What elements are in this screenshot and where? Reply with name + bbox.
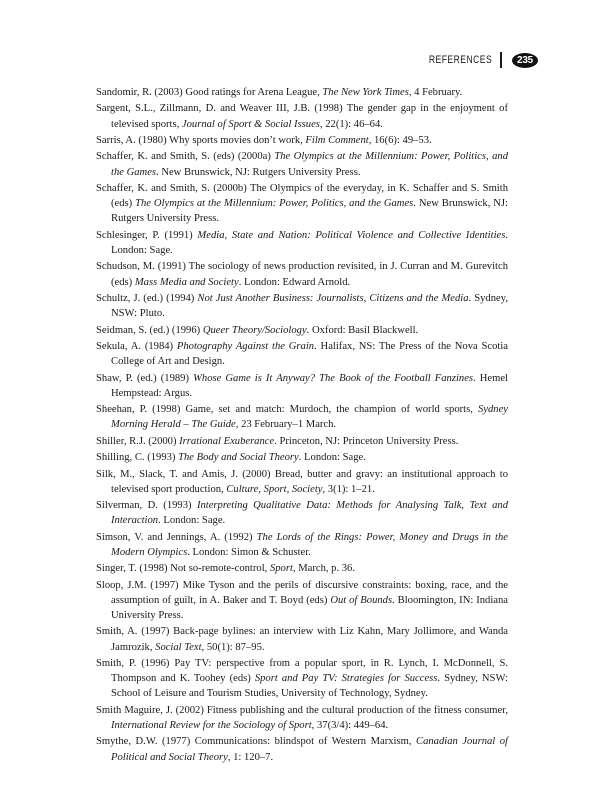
reference-entry [96,624,508,654]
reference-text: Schudson, M. (1991) The sociology of news production revisited, in J. Curran and M. Gurevitch (eds) [96,261,508,288]
section-title: REFERENCES [428,54,492,66]
reference-source: , 3(1): 1–21. [322,483,375,495]
reference-source: . Sydney, NSW: School of Leisure and Tourism Studies, University of Technology, Sydney. [111,673,508,700]
reference-entry [96,228,508,258]
reference-entry [96,561,508,576]
reference-title: The New York Times [322,87,409,98]
reference-title: Photography Against the Grain [176,340,315,352]
reference-entry [96,450,508,465]
page-number-badge: 235 [512,53,538,68]
reference-text: Sloop, J.M. (1997) Mike Tyson and the perils of discursive constraints: boxing, race, and the assumption of guilt, in A. Baker and T. Boyd (eds) [96,579,508,606]
reference-entry [96,530,508,560]
reference-list [96,85,508,766]
reference-title: Media, State and Nation: Political Violence and Collective Identities [197,229,506,241]
reference-text: Schultz, J. (ed.) (1994) [96,292,198,304]
reference-source: , 22(1): 46–64. [319,118,383,130]
reference-text: Shilling, C. (1993) [96,452,179,464]
reference-entry [96,149,508,179]
reference-title: Whose Game is It Anyway? The Book of the Football Fanzines [193,372,474,384]
reference-title: Social Text [155,641,202,653]
reference-title: Mass Media and Society [134,276,239,288]
reference-title: The Body and Social Theory [178,452,299,464]
reference-entry [96,259,508,289]
reference-text: Shaw, P. (ed.) (1989) [96,372,194,384]
reference-entry [96,498,508,528]
reference-source: . New Brunswick, NJ: Rutgers University Press. [111,198,508,225]
reference-source: , 50(1): 87–95. [201,641,265,653]
reference-source: . Hemel Hempstead: Argus. [111,372,508,399]
reference-text: Smythe, D.W. (1977) Communications: blindspot of Western Marxism, [96,736,416,748]
reference-text: Sheehan, P. (1998) Game, set and match: Murdoch, the champion of world sports, [96,404,478,416]
reference-source: . Oxford: Basil Blackwell. [306,324,419,336]
reference-title: Sport and Pay TV: Strategies for Success [254,673,438,685]
reference-source: . London: Sage. [298,452,366,464]
reference-text: Simson, V. and Jennings, A. (1992) [96,531,257,543]
reference-title: Sydney Morning Herald – The Guide [111,404,508,431]
reference-entry [96,181,508,227]
reference-text: Sargent, S.L., Zillmann, D. and Weaver III, J.B. (1998) The gender gap in the enjoyment of televised sports, [96,103,508,130]
reference-entry [96,339,508,369]
reference-text: Sandomir, R. (2003) Good ratings for Arena League, [96,87,323,98]
reference-title: Interpreting Qualitative Data: Methods for Analysing Talk, Text and Interaction [111,500,508,527]
reference-source: , 23 February–1 March. [235,419,337,431]
reference-text: Seidman, S. (ed.) (1996) [96,324,203,336]
reference-text: Smith, A. (1997) Back-page bylines: an interview with Liz Kahn, Mary Jollimore, and Wanda Jamrozik, [96,626,508,653]
reference-text: Silverman, D. (1993) [96,500,197,512]
reference-entry [96,371,508,401]
reference-source: . Halifax, NS: The Press of the Nova Scotia College of Art and Design. [111,340,508,368]
reference-title: Film Comment [305,134,369,146]
reference-entry [96,656,508,702]
reference-entry [96,402,508,432]
reference-title: Journal of Sport & Social Issues [181,118,320,130]
reference-title: The Olympics at the Millennium: Power, Politics, and the Games [135,198,414,210]
reference-source: . New Brunswick, NJ: Rutgers University Press. [156,166,361,178]
reference-source: , 4 February. [408,87,463,98]
reference-source: . Bloomington, IN: Indiana University Press. [111,594,508,622]
reference-title: The Lords of the Rings: Power, Money and Drugs in the Modern Olympics [111,531,508,558]
reference-text: Sarris, A. (1980) Why sports movies don’t work, [96,134,306,146]
reference-source: . Princeton, NJ: Princeton University Press. [274,435,459,447]
reference-text: Schlesinger, P. (1991) [96,229,198,241]
header-divider [500,52,502,68]
reference-entry [96,578,508,624]
reference-entry [96,734,508,764]
reference-text: Silk, M., Slack, T. and Amis, J. (2000) Bread, butter and gravy: an institutional approach to televised sport production, [96,468,508,495]
reference-title: The Olympics at the Millennium: Power, Politics, and the Games [111,151,509,178]
reference-title: Out of Bounds [330,594,393,606]
reference-title: Culture, Sport, Society [226,483,323,495]
reference-text: Smith, P. (1996) Pay TV: perspective from a popular sport, in R. Lynch, I. McDonnell, S. Thompson and K. Toohey (eds) [96,658,508,685]
reference-text: Schaffer, K. and Smith, S. (eds) (2000a) [96,151,275,163]
reference-source: , 16(6): 49–53. [368,134,432,146]
reference-entry [96,85,508,100]
reference-entry [96,291,508,321]
reference-text: Sekula, A. (1984) [96,340,177,352]
reference-source: , March, p. 36. [292,563,355,575]
reference-entry [96,434,508,449]
reference-source: . London: Edward Arnold. [238,276,351,288]
reference-title: Irrational Exuberance [179,435,275,447]
reference-source: . London: Sage. [111,229,508,256]
reference-text: Smith Maguire, J. (2002) Fitness publishing and the cultural production of the fitness consumer, [96,704,508,716]
reference-entry [96,101,508,131]
reference-text: Singer, T. (1998) Not so-remote-control, [96,563,270,575]
reference-title: Sport [269,563,293,575]
reference-text: Schaffer, K. and Smith, S. (2000b) The Olympics of the everyday, in K. Schaffer and S. Smith (eds) [96,182,508,210]
reference-title: Not Just Another Business: Journalists, Citizens and the Media [197,292,469,304]
reference-entry [96,467,508,497]
running-head [411,50,538,70]
reference-entry [96,133,508,148]
reference-text: Shiller, R.J. (2000) [96,435,180,447]
reference-source: . London: Sage. [158,515,226,527]
reference-title: International Review for the Sociology of Sport [111,720,312,732]
reference-source: , 1: 120–7. [227,751,274,763]
reference-source: . London: Simon & Schuster. [187,546,311,558]
reference-entry [96,703,508,733]
reference-title: Queer Theory/Sociology [202,324,307,336]
reference-source: . Sydney, NSW: Pluto. [111,292,508,320]
reference-source: , 37(3/4): 449–64. [311,720,389,732]
reference-title: Canadian Journal of Political and Social Theory [111,736,508,763]
reference-entry [96,323,508,338]
